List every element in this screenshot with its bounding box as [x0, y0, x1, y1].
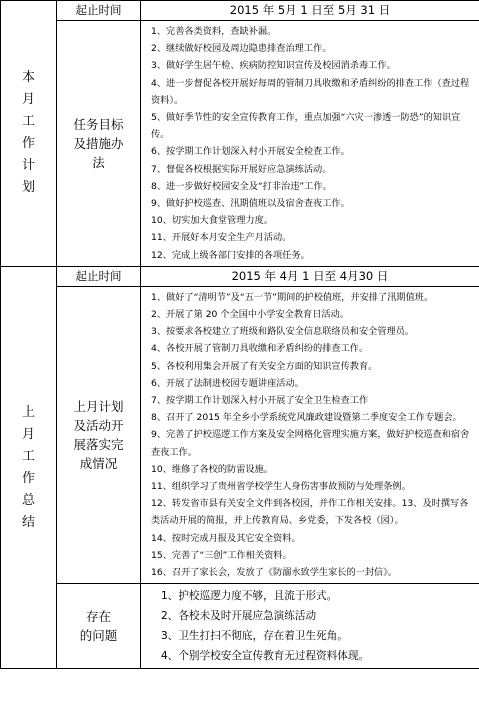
- summary-task-row: [1, 286, 479, 583]
- list-item: 6、按学期工作计划深入村小开展安全检查工作。: [151, 146, 350, 158]
- plan-task-label: 任务目标 及措施办 法: [57, 21, 141, 267]
- list-item: 7、按学期工作计划深入村小开展了安全卫生检查工作: [151, 395, 369, 407]
- list-item: 3、卫生打扫不彻底，存在着卫生死角。: [161, 630, 348, 643]
- list-item: 11、开展好本月安全生产月活动。: [151, 232, 292, 244]
- summary-task-label: 上月计划 及活动开 展落实完 成情况: [57, 286, 141, 583]
- summary-date-value: 2015 年 4月 1 日至 4月30 日: [141, 266, 479, 286]
- summary-date-row: [1, 266, 479, 286]
- list-item: 1、完善各类资料，查缺补漏。: [151, 26, 277, 37]
- list-item: 11、组织学习了贵州省学校学生人身伤害事故预防与处理条例。: [151, 481, 411, 493]
- plan-date-value: 2015 年 5月 1 日至 5月 31 日: [141, 1, 479, 21]
- list-item: 14、按时完成月报及其它安全资料。: [151, 532, 301, 544]
- list-item: 9、完善了护校巡逻工作方案及安全网格化管理实施方案，做好护校巡查和宿舍查夜工作。: [151, 429, 470, 458]
- list-item: 4、个别学校安全宣传教育无过程资料体现。: [161, 650, 370, 663]
- list-item: 12、完成上级各部门安排的各项任务。: [151, 249, 310, 261]
- list-item: 10、维修了各校的防雷设施。: [151, 463, 273, 475]
- summary-problem-row: [1, 584, 479, 669]
- list-item: 4、各校开展了管制刀具收缴和矛盾纠纷的排查工作。: [151, 343, 369, 355]
- list-item: 2、继续做好校园及周边隐患排查治理工作。: [151, 43, 332, 55]
- plan-date-row: [1, 1, 479, 21]
- list-item: 3、做好学生居午检、疾病防控知识宣传及校园消杀毒工作。: [151, 60, 396, 72]
- plan-task-list: [141, 21, 479, 267]
- list-item: 10、切实加大食堂管理力度。: [151, 215, 273, 227]
- list-item: 6、开展了法制进校园专题讲座活动。: [151, 377, 304, 389]
- list-item: 5、各校利用集会开展了有关安全方面的知识宣传教育。: [151, 360, 378, 372]
- list-item: 2、各校未及时开展应急演练活动: [161, 610, 317, 623]
- list-item: 8、召开了 2015 年全乡小学系统党风廉政建设暨第二季度安全工作专题会。: [151, 412, 462, 424]
- summary-date-header: 起止时间: [57, 266, 141, 286]
- list-item: 8、进一步做好校园安全及“打非治违”工作。: [151, 180, 332, 192]
- list-item: 1、护校巡逻力度不够，且流于形式。: [161, 590, 338, 603]
- list-item: 7、督促各校根据实际开展好应急演练活动。: [151, 163, 332, 175]
- list-item: 1、做好了“清明节”及“五一节”期间的护校值班，并安排了汛期值班。: [151, 291, 434, 303]
- plan-task-row: [1, 21, 479, 267]
- list-item: 2、开展了第 20 个全国中小学安全教育日活动。: [151, 309, 349, 321]
- summary-problem-list: [141, 584, 479, 669]
- list-item: 9、做好护校巡查、汛期值班以及宿舍查夜工作。: [151, 198, 350, 210]
- list-item: 16、召开了家长会，发放了《防溺水致学生家长的一封信》。: [151, 567, 397, 579]
- plan-side-label: 本 月 工 作 计 划: [1, 1, 57, 267]
- list-item: 15、完善了“三创”工作相关资料。: [151, 549, 292, 561]
- summary-task-list: [141, 286, 479, 583]
- summary-side-label: 上 月 工 作 总 结: [1, 266, 57, 668]
- summary-problem-label: 存在 的问题: [57, 584, 141, 669]
- list-item: 4、进一步督促各校开展好每周的管制刀具收缴和矛盾纠纷的排查工作（查过程资料）。: [151, 77, 470, 106]
- list-item: 12、转发省市县有关安全文件到各校园，并作工作相关安排。13、及时撰写各类活动开展的简报，并上传教育局、乡党委，下发各校（园）。: [151, 498, 469, 527]
- list-item: 5、做好季节性的安全宣传教育工作，重点加强“六灾一渗透一防恐”的知识宣传。: [151, 112, 461, 141]
- list-item: 3、按要求各校建立了班级和路队安全信息联络员和安全管理员。: [151, 326, 415, 338]
- plan-date-header: 起止时间: [57, 1, 141, 21]
